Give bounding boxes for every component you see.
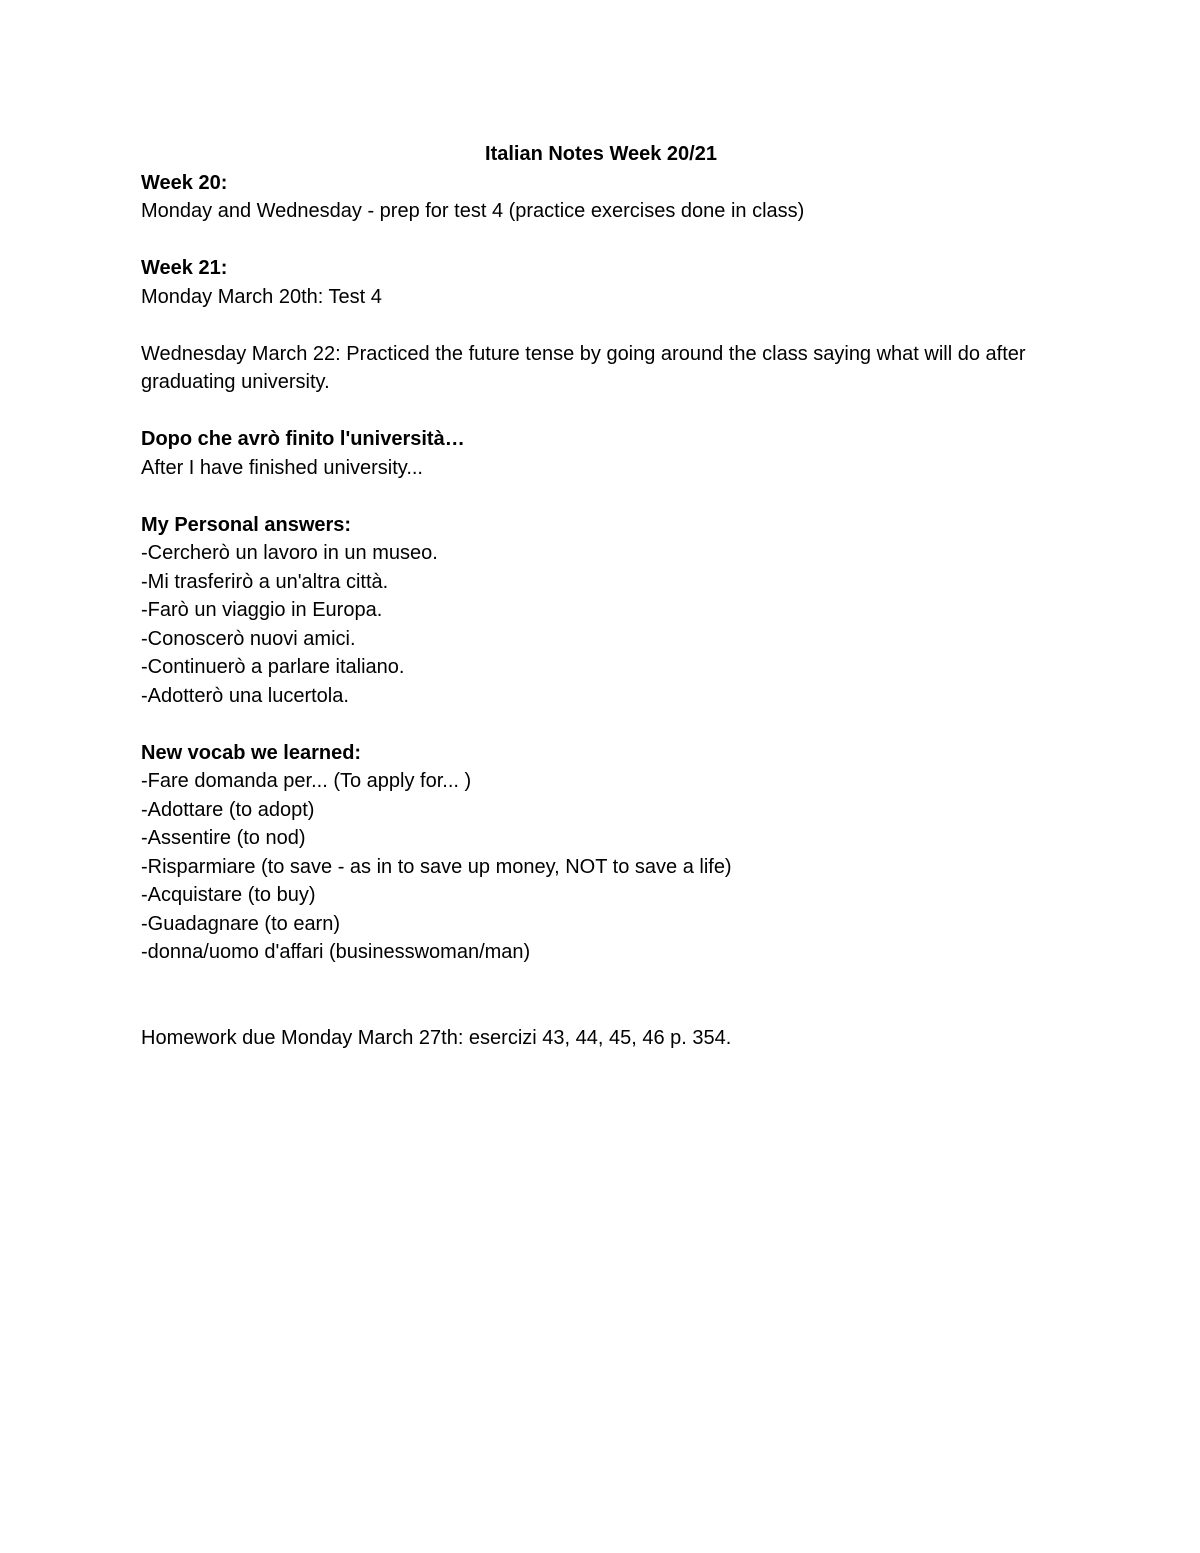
prompt-section bbox=[141, 425, 1061, 482]
prompt-heading: Dopo che avrò finito l'università… bbox=[141, 428, 465, 450]
personal-answers-heading: My Personal answers: bbox=[141, 513, 352, 536]
list-item: -Guadagnare (to earn) bbox=[141, 912, 341, 935]
document-title: Italian Notes Week 20/21 bbox=[485, 143, 717, 165]
week-21-monday: Monday March 20th: Test 4 bbox=[141, 285, 382, 308]
list-item: -Cercherò un lavoro in un museo. bbox=[141, 542, 438, 564]
spacer bbox=[141, 710, 1061, 739]
list-item: -Risparmiare (to save - as in to save up money, NOT to save a life) bbox=[141, 855, 732, 878]
spacer bbox=[141, 482, 1061, 511]
vocab-list bbox=[141, 767, 1061, 967]
homework-note: Homework due Monday March 27th: esercizi 43, 44, 45, 46 p. 354. bbox=[141, 1026, 732, 1049]
list-item: -Farò un viaggio in Europa. bbox=[141, 599, 383, 621]
list-item: -Adottare (to adopt) bbox=[141, 798, 315, 821]
list-item: -Mi trasferirò a un'altra città. bbox=[141, 570, 389, 593]
document-page bbox=[141, 140, 1061, 1052]
vocab-heading: New vocab we learned: bbox=[141, 741, 362, 764]
personal-answers-list bbox=[141, 539, 1061, 710]
week-20-heading: Week 20: bbox=[141, 171, 228, 194]
list-item: -Adotterò una lucertola. bbox=[141, 684, 349, 707]
spacer bbox=[141, 311, 1061, 340]
personal-answers-section bbox=[141, 511, 1061, 711]
list-item: -Acquistare (to buy) bbox=[141, 884, 316, 906]
week-20-text: Monday and Wednesday - prep for test 4 (practice exercises done in class) bbox=[141, 200, 805, 222]
prompt-translation: After I have finished university... bbox=[141, 456, 423, 479]
vocab-section bbox=[141, 739, 1061, 967]
list-item: -Conoscerò nuovi amici. bbox=[141, 627, 356, 650]
week-21-section bbox=[141, 254, 1061, 397]
list-item: -Fare domanda per... (To apply for... ) bbox=[141, 770, 472, 792]
week-20-section bbox=[141, 169, 1061, 226]
spacer bbox=[141, 397, 1061, 426]
list-item: -donna/uomo d'affari (businesswoman/man) bbox=[141, 941, 531, 963]
spacer bbox=[141, 967, 1061, 1024]
week-21-heading: Week 21: bbox=[141, 257, 228, 279]
week-21-wednesday: Wednesday March 22: Practiced the future tense by going around the class saying what will do after graduating university. bbox=[141, 342, 1032, 393]
list-item: -Assentire (to nod) bbox=[141, 827, 306, 849]
spacer bbox=[141, 226, 1061, 255]
list-item: -Continuerò a parlare italiano. bbox=[141, 656, 405, 678]
